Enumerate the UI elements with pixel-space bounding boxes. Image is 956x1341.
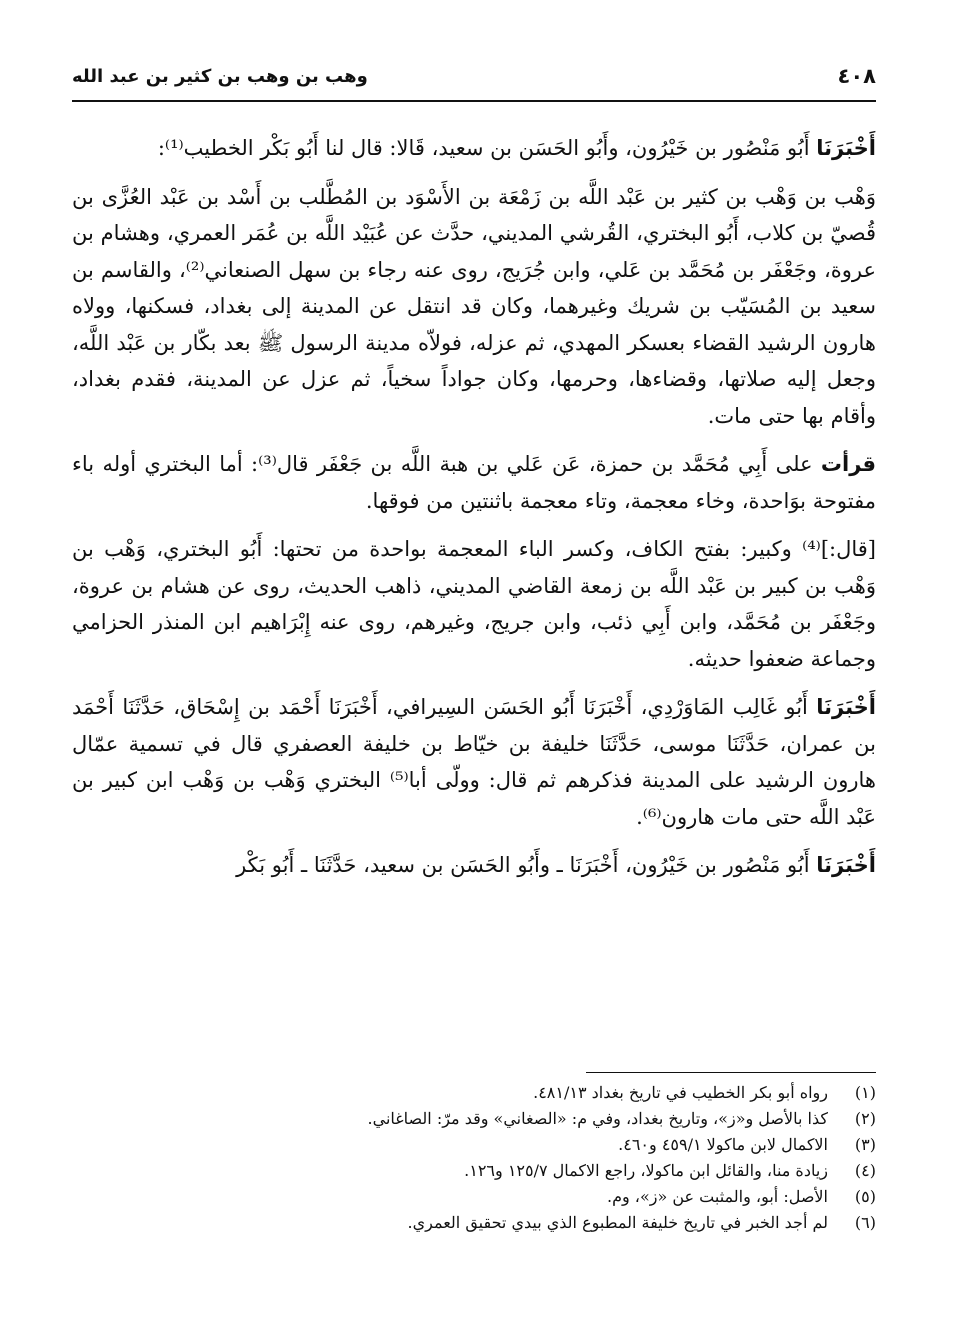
- footnote-divider: [586, 1072, 876, 1073]
- page-header: [72, 58, 876, 102]
- footnote-text: لم أجد الخبر في تاريخ خليفة المطبوع الذي بيدي تحقيق العمري.: [407, 1213, 828, 1232]
- paragraph: [72, 179, 876, 435]
- footnote-number: (٦): [854, 1213, 876, 1232]
- footnote-text: كذا بالأصل و«ز»، وتاريخ بغداد، وفي م: «الصغاني» وقد مرّ: الصاغاني.: [367, 1109, 828, 1128]
- footnote: [72, 1080, 876, 1106]
- paragraph-text: [قال:]⁽⁴⁾ وكبير: بفتح الكاف، وكسر الباء المعجمة بواحدة من تحتها: أَبُو البختري، وَهْب بن وَهْب بن كبير بن عَبْد اللَّه بن زمعة القاضي المديني، ذاهب الحديث، روى عن هشام بن عروة، وجَعْفَر بن مُحَمَّد، وابن أَبِي ذئب، وابن جريج، وغيرهم، روى عنه إِبْرَاهيم ابن المنذر الحزامي وجماعة ضعفوا حديثه.: [72, 537, 876, 671]
- footnote: [72, 1132, 876, 1158]
- paragraph-text: على أَبِي مُحَمَّد بن حمزة، عَن عَلي بن هبة اللَّه بن جَعْفَر قال⁽³⁾: أما البختري أوله باء مفتوحة بوَاحدة، وخاء معجمة، وتاء معجمة باثنتين من فوقها.: [72, 452, 876, 513]
- running-title: وهب بن وهب بن كثير بن عبد الله: [72, 66, 368, 87]
- footnote: [72, 1210, 876, 1236]
- paragraph-text: أَبُو غَالِب المَاوَرْدِي، أَخْبَرَنَا أَبُو الحَسَن السِيرافي، أَخْبَرَنَا أَحْمَد بن إِسْحَاق، حَدَّثَنَا أَحْمَد بن عمران، حَدَّثَنَا موسى، حَدَّثَنَا خليفة بن خيّاط بن خليفة العصفري قال في تسمية عمّال هارون الرشيد على المدينة فذكرهم ثم قال: وولّى أبا⁽⁵⁾ البختري وَهْب بن وَهْب ابن كبير بن عَبْد اللَّه حتى مات هارون⁽⁶⁾.: [72, 695, 876, 829]
- paragraph-lead-word: أَخْبَرَنَا: [816, 695, 877, 719]
- paragraph-lead-word: قرأت: [820, 452, 877, 476]
- paragraph: [72, 130, 876, 167]
- footnotes: [72, 1080, 876, 1236]
- footnote-number: (٥): [854, 1187, 876, 1206]
- paragraph-text: أَبُو مَنْصُور بن خَيْرُون، وأَبُو الحَسَن بن سعيد، قَالا: قال لنا أَبُو بَكْر الخطيب⁽¹⁾:: [157, 136, 817, 160]
- paragraph: [72, 847, 876, 884]
- paragraph-lead-word: أَخْبَرَنَا: [816, 853, 876, 877]
- paragraph: [72, 689, 876, 835]
- footnote-number: (٤): [854, 1161, 876, 1180]
- paragraph-text: وَهْب بن وَهْب بن كثير بن عَبْد اللَّه بن زَمْعَة بن الأَسْوَد بن المُطَّلب بن أَسْد بن عَبْد العُزَّى بن قُصيّ بن كلاب، أَبُو البختري، القُرشي المديني، حدَّث عن عُبَيْد اللَّه بن عُمَر العمري، وهشام بن عروة، وجَعْفَر بن مُحَمَّد بن عَلي، وابن جُرَيج، روى عنه رجاء بن سهل الصنعاني⁽²⁾، والقاسم بن سعيد بن المُسَيّب بن شريك وغيرهما، وكان قد انتقل عن المدينة إلى بغداد، فسكنها، وولاه هارون الرشيد القضاء بعسكر المهدي، ثم عزله، فولاّه مدينة الرسول ﷺ بعد بكّار بن عَبْد اللَّه، وجعل إليه صلاتها، وقضاءها، وحرمها، وكان جواداً سخياً، ثم عزل عن المدينة، فقدم بغداد، وأقام بها حتى مات.: [72, 184, 876, 428]
- footnote: [72, 1184, 876, 1210]
- paragraph-text: أَبُو مَنْصُور بن خَيْرُون، أَخْبَرَنَا ـ وأَبُو الحَسَن بن سعيد، حَدَّثَنَا ـ أَبُو بَكْر: [236, 853, 817, 877]
- footnote-text: زيادة منا، والقائل ابن ماكولا، راجع الاكمال ١٢٥/٧ و١٢٦.: [464, 1161, 828, 1180]
- footnote-number: (١): [854, 1083, 876, 1102]
- paragraph: [72, 531, 876, 677]
- footnote-text: الاكمال لابن ماكولا ٤٥٩/١ و٤٦٠.: [618, 1135, 828, 1154]
- footnote-number: (٢): [854, 1109, 876, 1128]
- footnote: [72, 1158, 876, 1184]
- footnote-text: رواه أبو بكر الخطيب في تاريخ بغداد ٤٨١/١٣.: [533, 1083, 828, 1102]
- paragraph: [72, 446, 876, 519]
- footnote: [72, 1106, 876, 1132]
- footnote-number: (٣): [854, 1135, 876, 1154]
- footnote-text: الأصل: أبو، والمثبت عن «ز»، وم.: [607, 1187, 828, 1206]
- paragraph-lead-word: أَخْبَرَنَا: [816, 136, 876, 160]
- page-number: ٤٠٨: [837, 64, 876, 88]
- main-text: [72, 130, 876, 896]
